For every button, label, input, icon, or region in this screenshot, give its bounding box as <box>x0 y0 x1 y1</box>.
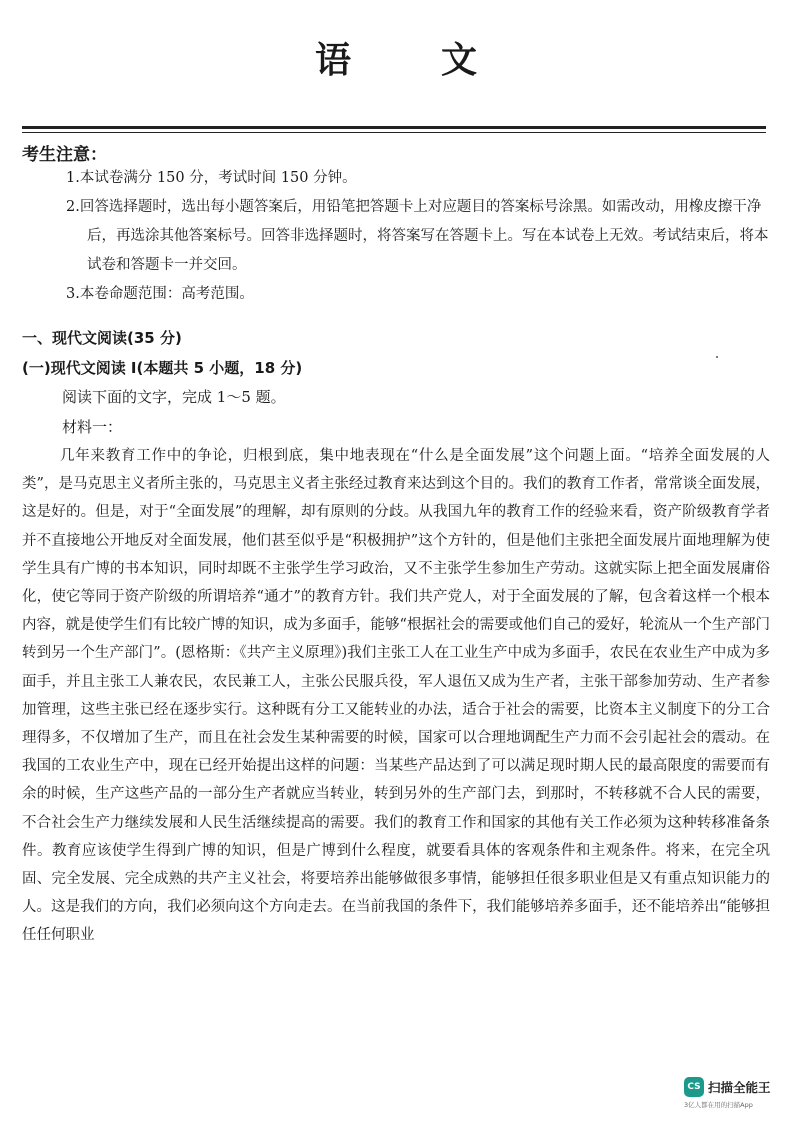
passage-text: 几年来教育工作中的争论，归根到底，集中地表现在“什么是全面发展”这个问题上面。“培养全面发展的人类”，是马克思主义者所主张的，马克思主义者主张经过教育来达到这个目的。我们的教育工作者，常常谈全面发展，这是好的。但是，对于“全面发展”的理解，却有原则的分歧。从我国九年的教育工作的经验来看，资产阶级教育学者并不直接地公开地反对全面发展，他们甚至似乎是“积极拥护”这个方针的，但是他们主张把全面发展片面地理解为使学生具有广博的书本知识，同时却既不主张学生学习政治，又不主张学生参加生产劳动。这就实际上把全面发展庸俗化，使它等同于资产阶级的所谓培养“通才”的教育方针。我们共产党人，对于全面发展的了解，包含着这样一个根本内容，就是使学生们有比较广博的知识，成为多面手，能够“根据社会的需要或他们自己的爱好，轮流从一个生产部门转到另一个生产部门”。(恩格斯：《共产主义原理》)我们主张工人在工业生产中成为多面手，农民在农业生产中成为多面手，并且主张工人兼农民，农民兼工人，主张公民服兵役，军人退伍又成为生产者，主张干部参加劳动、生产者参加管理，这些主张已经在逐步实行。这种既有分工又能转业的办法，适合于社会的需要，比资本主义制度下的分工合理得多，不仅增加了生产，而且在社会发生某种需要的时候，国家可以合理地调配生产力而不会引起社会的震动。在我国的工农业生产中，现在已经开始提出这样的问题：当某些产品达到了可以满足现时期人民的最高限度的需要而有余的时候，生产这些产品的一部分生产者就应当转业，转到另外的生产部门去，到那时，不转移就不合人民的需要，不合社会生产力继续发展和人民生活继续提高的需要。我们的教育工作和国家的其他有关工作必须为这种转移准备条件。教育应该使学生得到广博的知识，但是广博到什么程度，就要看具体的客观条件和主观条件。将来，在完全巩固、完全发展、完全成熟的共产主义社会，将要培养出能够做很多事情，能够担任很多职业但是又有重点知识能力的人。这是我们的方向，我们必须向这个方向走去。在当前我国的条件下，我们能够培养多面手，还不能培养出“能够担任任何职业 <box>22 448 770 944</box>
scanner-logo-icon: CS <box>684 1077 704 1097</box>
title-char-2: 文 <box>441 40 480 81</box>
header-rule-thin <box>22 132 766 133</box>
material-label: 材料一： <box>62 418 123 436</box>
title-char-1: 语 <box>314 40 353 81</box>
notice-item-3: 3.本卷命题范围：高考范围。 <box>66 286 254 302</box>
reading-instruction: 阅读下面的文字，完成 1～5 题。 <box>62 388 286 406</box>
scanner-tagline: 3亿人都在用的扫描App <box>684 1101 753 1109</box>
subsection-heading: (一)现代文阅读 Ⅰ(本题共 5 小题，18 分) <box>22 359 303 377</box>
header-rule-thick <box>22 126 766 129</box>
scanner-app-name: 扫描全能王 <box>708 1080 771 1095</box>
notice-item-2: 2.回答选择题时，选出每小题答案后，用铅笔把答题卡上对应题目的答案标号涂黑。如需改动，用橡皮擦干净后，再选涂其他答案标号。回答非选择题时，将答案写在答题卡上。写在本试卷上无效。考试结束后，将本试卷和答题卡一并交回。 <box>66 199 769 273</box>
notice-list <box>66 164 771 309</box>
scan-speck <box>716 356 718 358</box>
scanner-watermark <box>684 1074 788 1114</box>
notice-heading: 考生注意： <box>22 145 107 165</box>
page-title <box>0 32 794 83</box>
notice-item-1: 1.本试卷满分 150 分，考试时间 150 分钟。 <box>66 170 357 186</box>
section-heading: 一、现代文阅读(35 分) <box>22 329 182 347</box>
